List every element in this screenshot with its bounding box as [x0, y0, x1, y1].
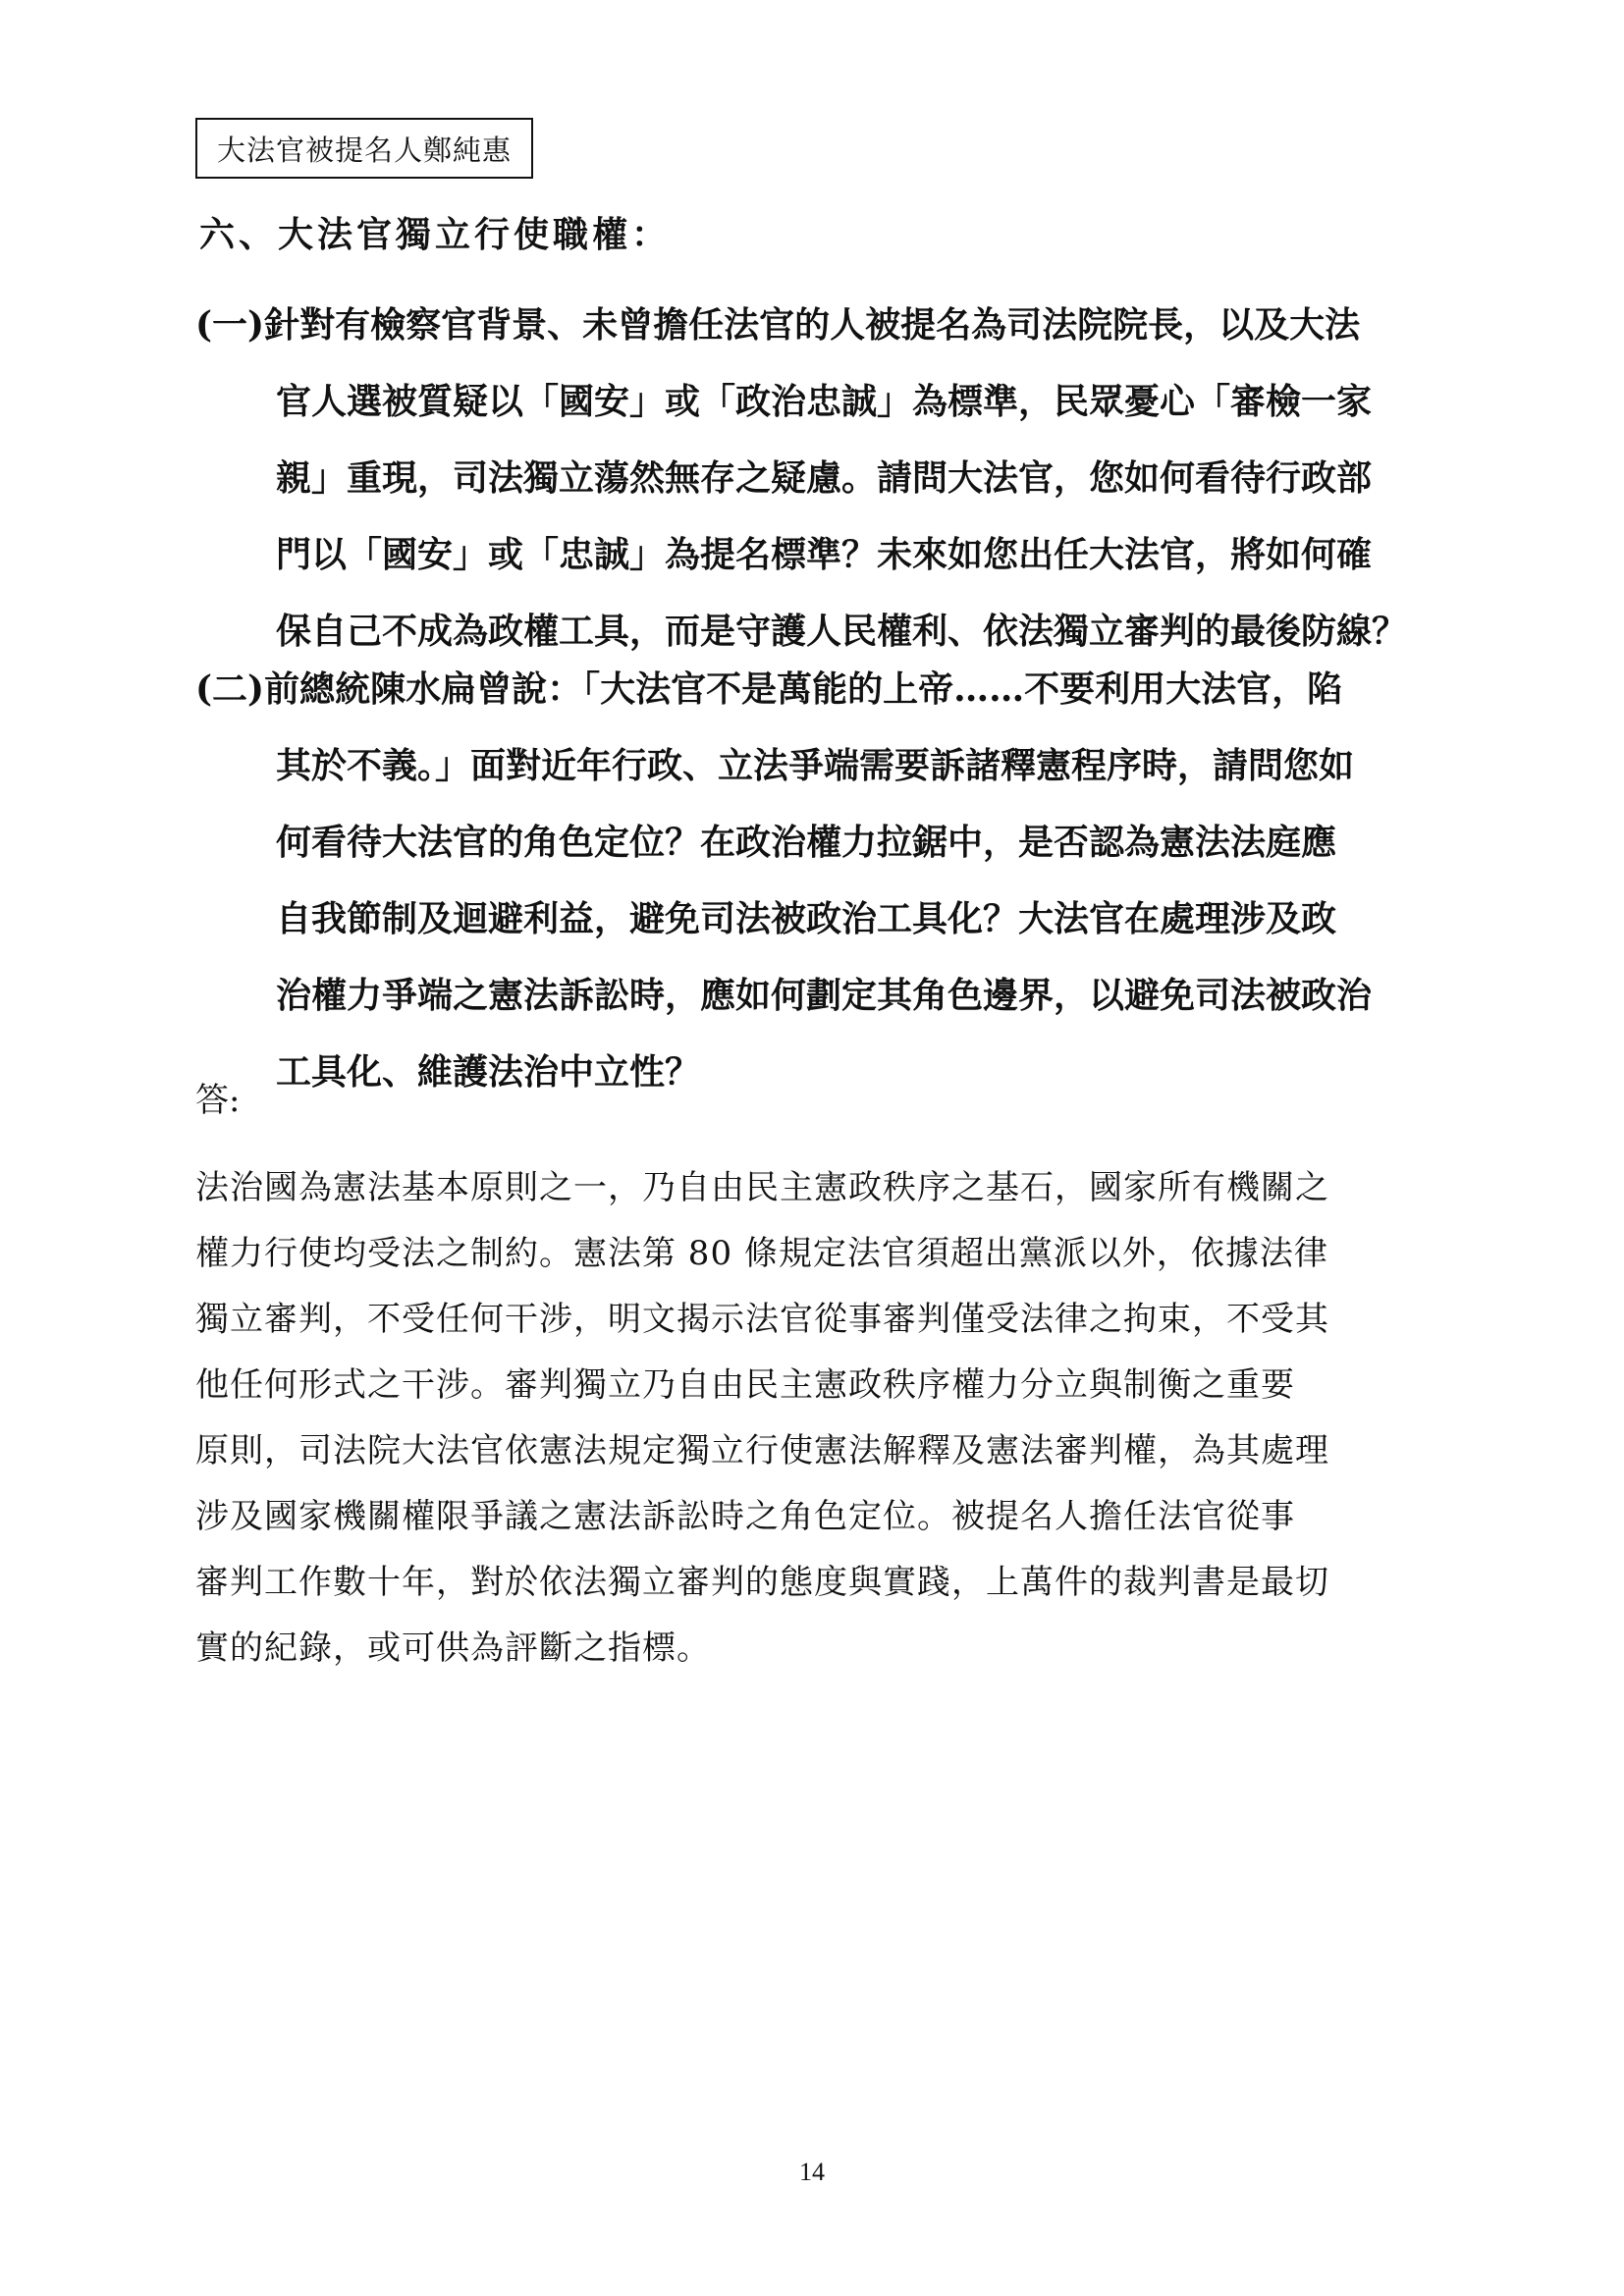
question-line: 自我節制及迴避利益，避免司法被政治工具化？大法官在處理涉及政	[276, 898, 1337, 939]
question-2	[195, 651, 1442, 1110]
answer-line: 獨立審判，不受任何干涉，明文揭示法官從事審判僅受法律之拘束，不受其	[195, 1300, 1329, 1339]
nominee-header-box	[195, 118, 533, 179]
answer-line: 原則，司法院大法官依憲法規定獨立行使憲法解釋及憲法審判權，為其處理	[195, 1431, 1329, 1470]
answer-line: 權力行使均受法之制約。憲法第 80 條規定法官須超出黨派以外，依據法律	[195, 1234, 1328, 1273]
question-line: 親」重現，司法獨立蕩然無存之疑慮。請問大法官，您如何看待行政部	[276, 457, 1373, 499]
answer-line: 實的紀錄，或可供為評斷之指標。	[195, 1629, 711, 1668]
question-line: (一)針對有檢察官背景、未曾擔任法官的人被提名為司法院院長，以及大法	[195, 304, 1361, 346]
question-line: (二)前總統陳水扁曾說：「大法官不是萬能的上帝……不要利用大法官，陷	[195, 668, 1343, 710]
answer-line: 他任何形式之干涉。審判獨立乃自由民主憲政秩序權力分立與制衡之重要	[195, 1365, 1295, 1405]
answer-line: 法治國為憲法基本原則之一，乃自由民主憲政秩序之基石，國家所有機關之	[195, 1168, 1329, 1207]
question-line: 何看待大法官的角色定位？在政治權力拉鋸中，是否認為憲法法庭應	[276, 822, 1337, 863]
section-title: 六、大法官獨立行使職權：	[199, 214, 672, 255]
question-line: 工具化、維護法治中立性？	[276, 1051, 701, 1093]
answer-label: 答:	[195, 1081, 241, 1120]
question-line: 治權力爭端之憲法訴訟時，應如何劃定其角色邊界，以避免司法被政治	[276, 975, 1373, 1016]
page-number: 14	[799, 2158, 825, 2186]
question-1	[195, 287, 1442, 669]
answer-body	[195, 1155, 1442, 1682]
question-line: 保自己不成為政權工具，而是守護人民權利、依法獨立審判的最後防線？	[276, 611, 1408, 652]
answer-line: 審判工作數十年，對於依法獨立審判的態度與實踐，上萬件的裁判書是最切	[195, 1563, 1329, 1602]
question-line: 其於不義。」面對近年行政、立法爭端需要訴諸釋憲程序時，請問您如	[276, 745, 1355, 786]
question-line: 門以「國安」或「忠誠」為提名標準？未來如您出任大法官，將如何確	[276, 534, 1373, 575]
answer-line: 涉及國家機關權限爭議之憲法訴訟時之角色定位。被提名人擔任法官從事	[195, 1497, 1295, 1536]
nominee-header-label: 大法官被提名人鄭純惠	[217, 133, 513, 167]
question-line: 官人選被質疑以「國安」或「政治忠誠」為標準，民眾憂心「審檢一家	[276, 381, 1373, 422]
